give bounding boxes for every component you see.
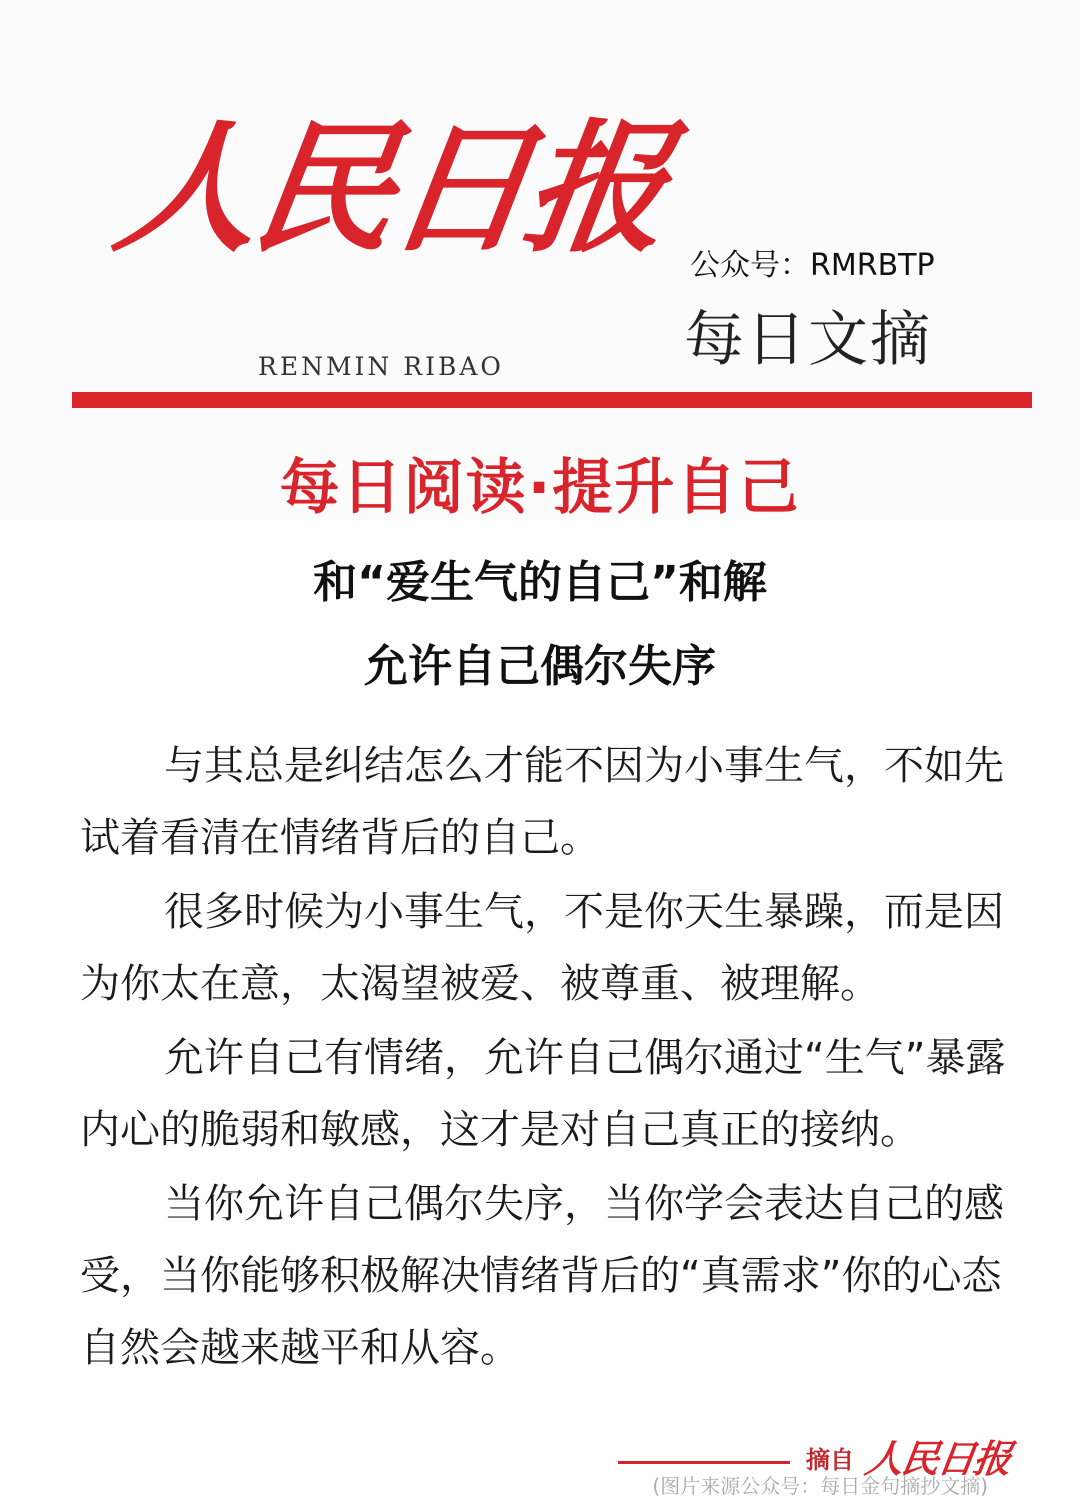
image-credit: (图片来源公众号：每日金句摘抄文摘): [652, 1474, 988, 1498]
red-divider: [72, 392, 1032, 408]
paragraph-2: 很多时候为小事生气，不是你天生暴躁，而是因为你太在意，太渴望被爱、被尊重、被理解。: [80, 889, 1004, 1007]
article-body: [80, 730, 1010, 1384]
source-from-label: 摘自: [806, 1445, 854, 1474]
masthead: [0, 0, 1080, 523]
source-rule: [618, 1461, 790, 1464]
newspaper-logo-latin: RENMIN RIBAO: [258, 352, 504, 381]
article-title-line-2: 允许自己偶尔失序: [364, 641, 716, 692]
paragraph-1: 与其总是纠结怎么才能不因为小事生气，不如先试着看清在情绪背后的自己。: [80, 743, 1004, 861]
article-title-line-1: 和“爱生气的自己”和解: [313, 557, 767, 608]
paragraph-3: 允许自己有情绪，允许自己偶尔通过“生气”暴露内心的脆弱和敏感，这才是对自己真正的接纳。: [80, 1035, 1006, 1153]
column-name: 每日文摘: [684, 305, 932, 375]
paragraph-4: 当你允许自己偶尔失序，当你学会表达自己的感受，当你能够积极解决情绪背后的“真需求”你的心态自然会越来越平和从容。: [80, 1181, 1004, 1371]
slogan: 每日阅读·提升自己: [279, 453, 801, 523]
account-id: 公众号：RMRBTP: [690, 248, 935, 283]
source-logo: 人民日报: [862, 1436, 1013, 1481]
newspaper-logo: 人民日报: [106, 106, 674, 272]
